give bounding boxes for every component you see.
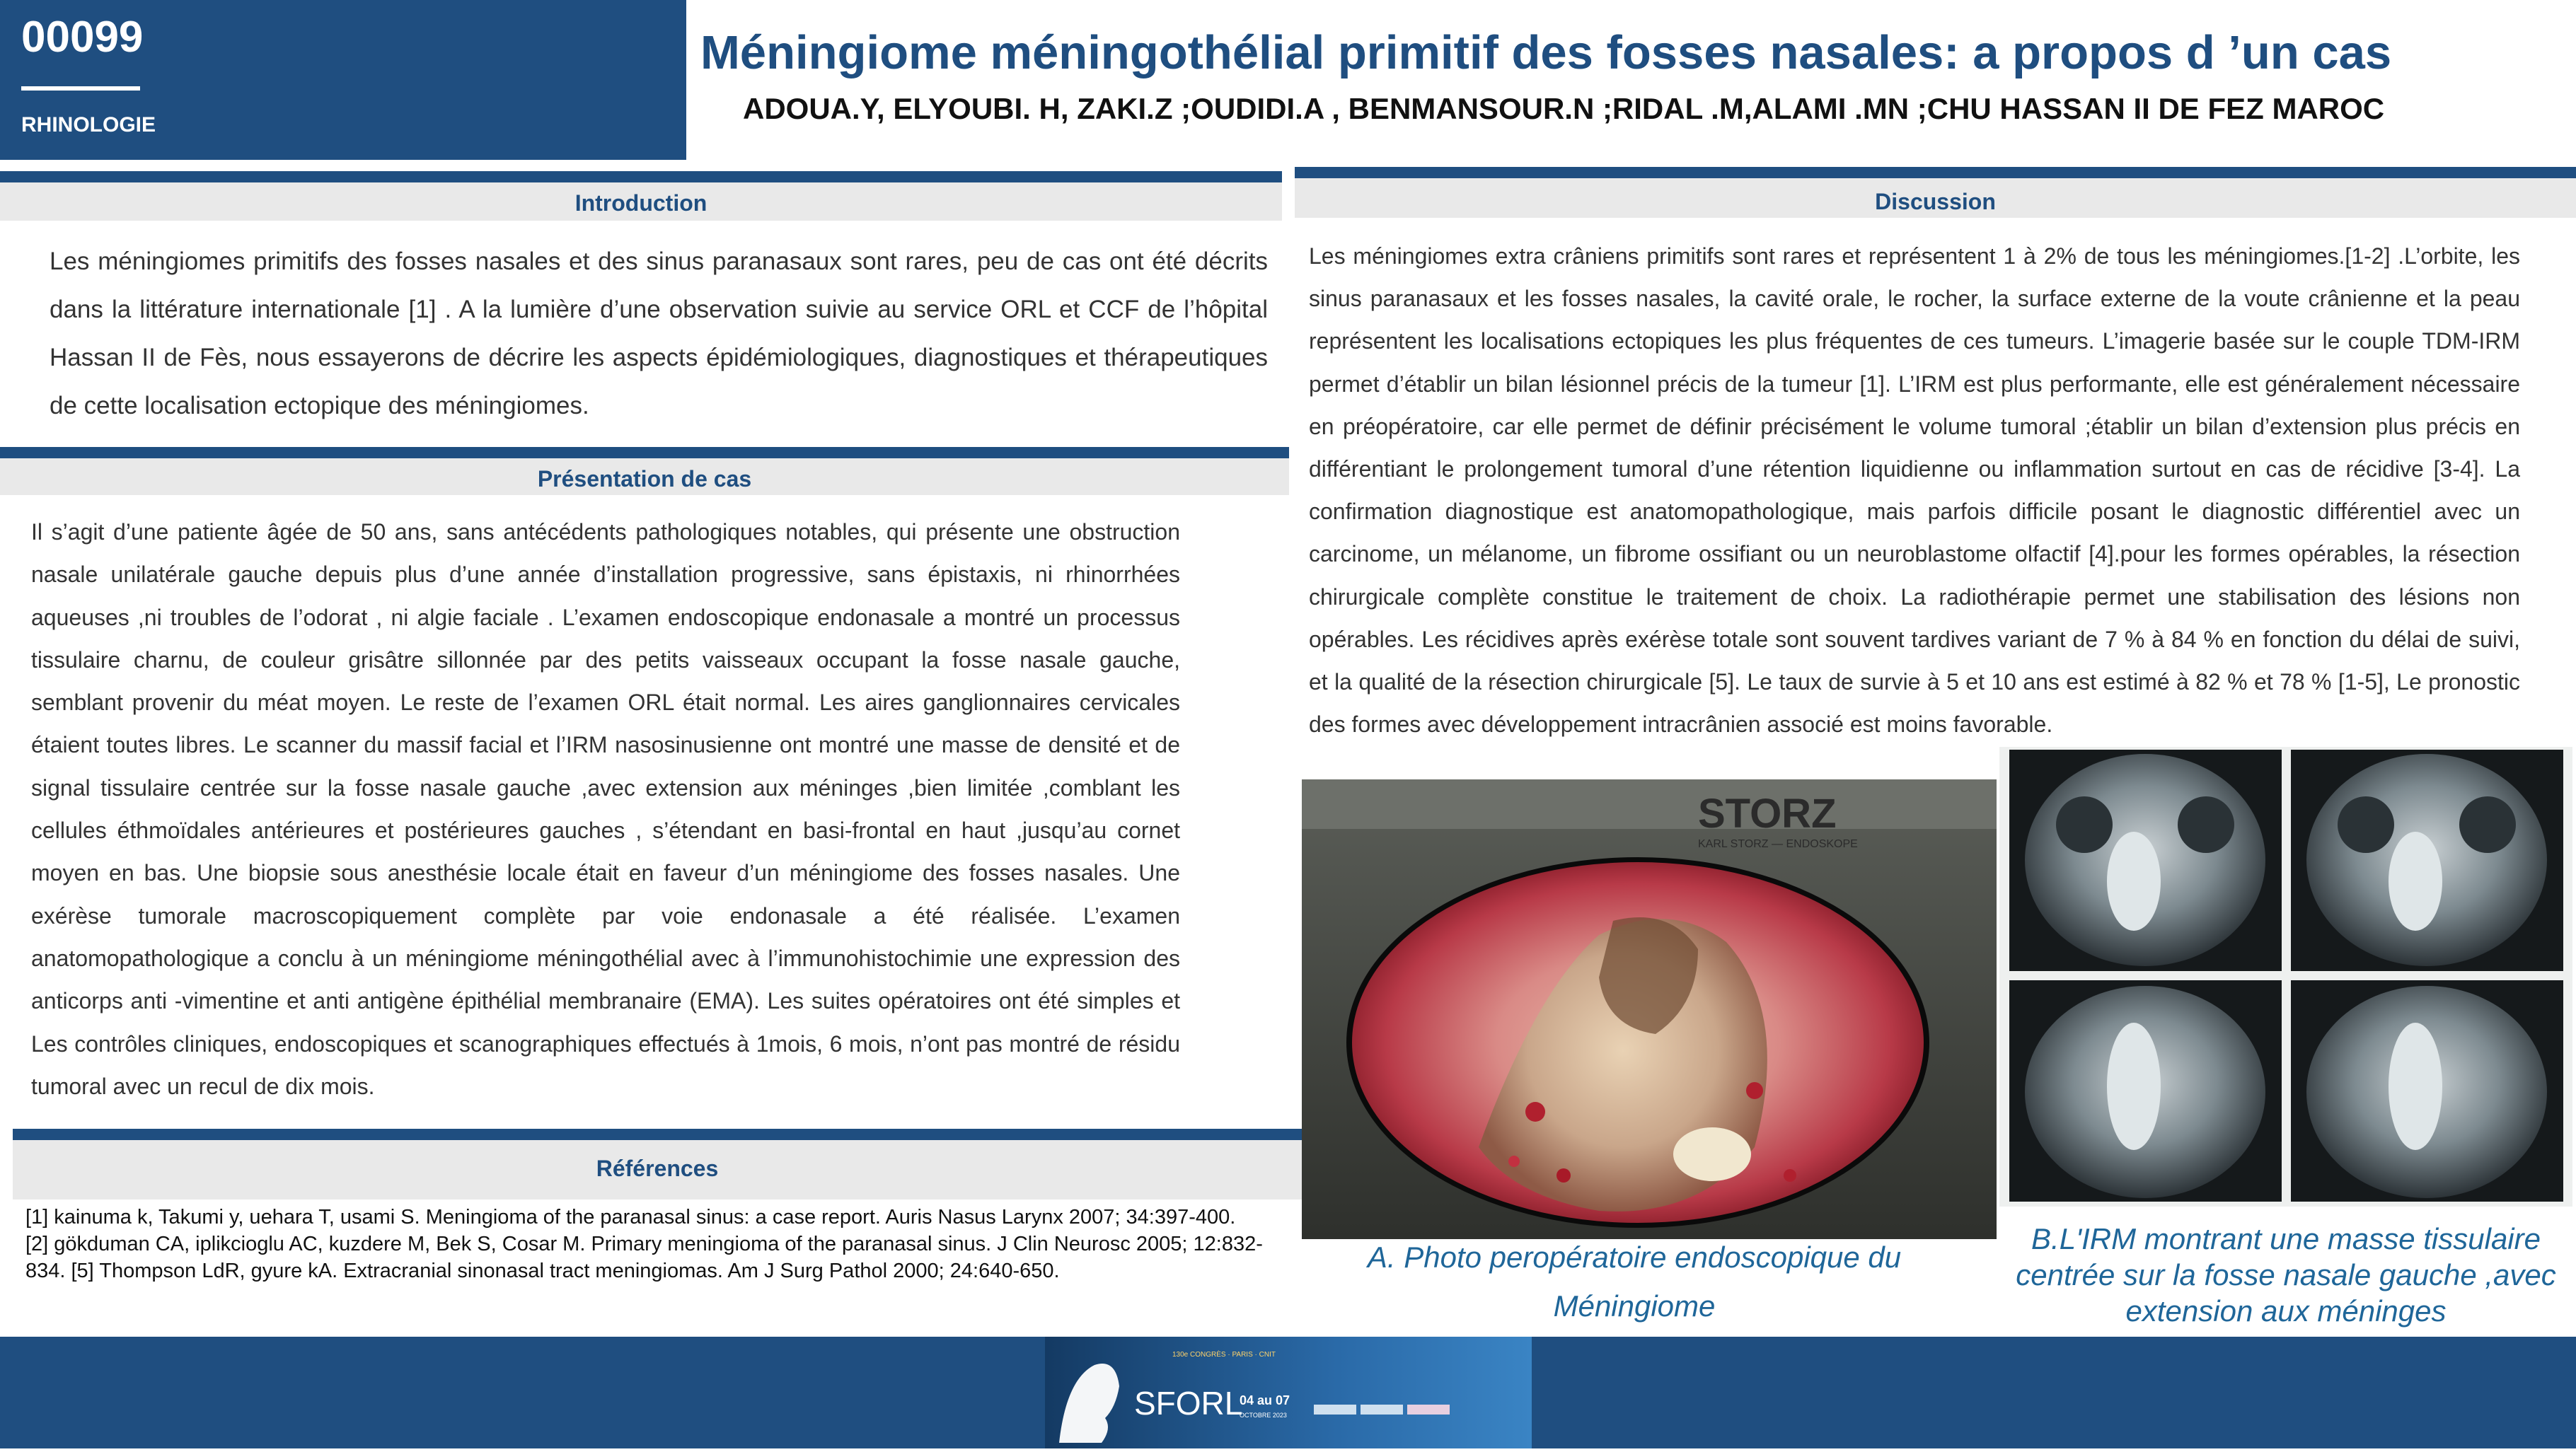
case-heading: Présentation de cas xyxy=(0,458,1289,495)
mri-image xyxy=(1999,747,2572,1207)
references-bar xyxy=(13,1129,1302,1140)
sforl-dates: 04 au 07 xyxy=(1240,1393,1290,1407)
mri-caption: B.L'IRM montrant une masse tissulaire centrée sur la fosse nasale gauche ,avec extension aux méninges xyxy=(2016,1222,2556,1328)
poster-number: 00099 xyxy=(21,13,144,62)
endoscopy-caption-line2: Méningiome xyxy=(1553,1289,1716,1323)
sforl-banner xyxy=(1045,1337,1532,1448)
storz-brand-sub: KARL STORZ — ENDOSKOPE xyxy=(1698,838,1858,850)
endoscopic-photo xyxy=(1302,779,1997,1239)
discussion-heading: Discussion xyxy=(1295,178,2576,218)
poster-authors: ADOUA.Y, ELYOUBI. H, ZAKI.Z ;OUDIDI.A , BENMANSOUR.N ;RIDAL .M,ALAMI .MN ;CHU HASSAN II DE FEZ MAROC xyxy=(743,92,2385,125)
introduction-text: Les méningiomes primitifs des fosses nasales et des sinus paranasaux sont rares, peu de cas ont été décrits dans la littérature internationale [1] . A la lumière d’une observation suivie au service ORL et CCF de l’hôpital Hassan II de Fès, nous essayerons de décrire les aspects épidémiologiques, diagnostiques et thérapeutiques de cette localisation ectopique des méningiomes. xyxy=(50,248,1268,419)
references-heading: Références xyxy=(13,1140,1302,1200)
case-text: Il s’agit d’une patiente âgée de 50 ans, sans antécédents pathologiques notables, qui présente une obstruction nasale unilatérale gauche depuis plus d’une année d’installation progressive, sans épistaxis, ni rhinorrhées aqueuses ,ni troubles de l’odorat , ni algie faciale . L’examen endoscopique endonasale a montré un processus tissulaire charnu, de couleur grisâtre sillonnée par des petits vaisseaux occupant la fosse nasale gauche, semblant provenir du méat moyen. Le reste de l’examen ORL était normal. Les aires ganglionnaires cervicales étaient toutes libres. Le scanner du massif facial et l’IRM nasosinusienne ont montré une masse de densité et de signal tissulaire centrée sur la fosse nasale gauche ,avec extension aux méninges ,bien limitée ,comblant les cellules éthmoïdales antérieures et postérieures gauches , s’étendant en basi-frontal en haut ,jusqu’au cornet moyen en bas. Une biopsie sous anesthésie locale était en faveur d’un méningiome des fosses nasales. Une exérèse tumorale macroscopiquement complète par voie endonasale a été réalisée. L’examen anatomopathologique a conclu à un méningiome méningothélial avec à l’immunohistochimie une expression des anticorps anti -vimentine et anti antigène épithélial membranaire (EMA). Les suites opératoires ont été simples et Les contrôles cliniques, endoscopiques et scanographiques effectués à 1mois, 6 mois, n’ont pas montré de résidu tumoral avec un recul de dix mois. xyxy=(31,519,1180,1099)
storz-brand: STORZ xyxy=(1698,791,1837,837)
endoscopy-caption-line1: A. Photo peropératoire endoscopique du xyxy=(1367,1241,1902,1274)
introduction-heading: Introduction xyxy=(0,182,1282,221)
poster-id-underline xyxy=(21,86,140,91)
reference-item: [1] kainuma k, Takumi y, uehara T, usami S. Meningioma of the paranasal sinus: a case report. Auris Nasus Larynx 2007; 34:397-400. xyxy=(25,1206,1236,1229)
sforl-logo-text: SFORL xyxy=(1134,1385,1243,1422)
discussion-bar xyxy=(1295,167,2576,178)
sforl-month: OCTOBRE 2023 xyxy=(1240,1412,1287,1419)
references-list xyxy=(25,1204,1292,1284)
discussion-text: Les méningiomes extra crâniens primitifs sont rares et représentent 1 à 2% de tous les méningiomes.[1-2] .L’orbite, les sinus paranasaux et les fosses nasales, la cavité orale, le rocher, la surface externe de la voute crânienne et la peau représentent les localisations ectopiques les plus fréquentes de ces tumeurs. L’imagerie basée sur le couple TDM-IRM permet d’établir un bilan lésionnel précis de la tumeur [1]. L’IRM est plus performante, elle est généralement nécessaire en préopératoire, car elle permet de définir précisément le volume tumoral ;établir un bilan d’extension plus précis en différentiant le prolongement tumoral d’une rétention liquidienne ou inflammation surtout en cas de récidive [3-4]. La confirmation diagnostique est anatomopathologique, mais parfois difficile posant le diagnostic différentiel avec un carcinome, un mélanome, un fibrome ossifiant ou un neuroblastome olfactif [4].pour les formes opérables, la résection chirurgicale complète constitue le traitement de choix. La radiothérapie permet une stabilisation des lésions non opérables. Les récidives après exérèse totale sont souvent tardives variant de 7 % à 84 % en fonction du délai de suivi, et la qualité de la résection chirurgicale [5]. Le taux de survie à 5 et 10 ans est estimé à 82 % et 78 % [1-5], Le pronostic des formes avec développement intracrânien associé est moins favorable. xyxy=(1309,243,2520,738)
sforl-logo xyxy=(1045,1337,1532,1448)
poster-category: RHINOLOGIE xyxy=(21,113,156,137)
sforl-congress-number: 130e CONGRÈS · PARIS · CNIT xyxy=(1172,1351,1276,1359)
poster-title: Méningiome méningothélial primitif des fosses nasales: a propos d ’un cas xyxy=(700,26,2392,79)
reference-item: [2] gökduman CA, iplikcioglu AC, kuzdere M, Bek S, Cosar M. Primary meningioma of the paranasal sinus. J Clin Neurosc 2005; 12:832-834. [5] Thompson LdR, gyure kA. Extracranial sinonasal tract meningiomas. Am J Surg Pathol 2000; 24:640-650. xyxy=(25,1233,1263,1282)
mri-montage xyxy=(1999,747,2572,1207)
case-bar xyxy=(0,447,1289,458)
endoscopic-photo-image xyxy=(1302,779,1997,1239)
introduction-bar xyxy=(0,171,1282,182)
endoscopy-caption xyxy=(1302,1239,1967,1324)
